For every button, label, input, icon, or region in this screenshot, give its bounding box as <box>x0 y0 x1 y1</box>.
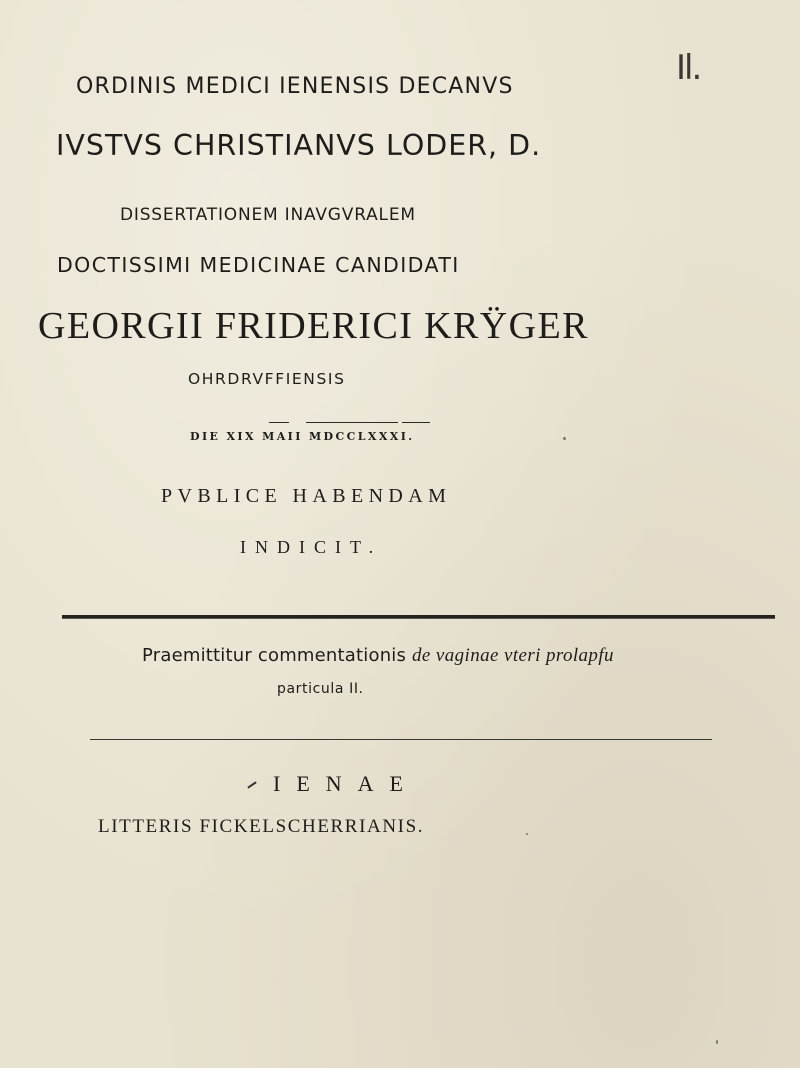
date-line: DIE XIX MAII MDCCLXXXI. <box>190 430 415 443</box>
date-overline-left <box>269 422 289 423</box>
ink-mark <box>247 781 256 788</box>
section-divider-thick <box>62 615 775 618</box>
candidate-name: GEORGII FRIDERICI KRŸGER <box>38 305 589 347</box>
corner-handwritten-mark: Il. <box>676 48 701 88</box>
place-line: IENAE <box>273 771 419 796</box>
date-overline-right <box>402 422 430 423</box>
publice-line: PVBLICE HABENDAM <box>161 485 452 507</box>
paper-speck <box>563 437 566 440</box>
origin-line: OHRDRVFFIENSIS <box>188 370 346 388</box>
candidate-line: DOCTISSIMI MEDICINAE CANDIDATI <box>57 253 460 277</box>
dissertation-line: DISSERTATIONEM INAVGVRALEM <box>120 205 416 225</box>
praemittitur-lead: Praemittitur commentationis <box>142 645 407 666</box>
indicit-line: INDICIT. <box>240 537 383 557</box>
paper-speck <box>526 833 528 835</box>
section-divider-thin <box>90 739 712 740</box>
paper-speck <box>716 1040 718 1044</box>
praemittitur-line <box>142 645 614 667</box>
decanus-line: ORDINIS MEDICI IENENSIS DECANVS <box>76 74 514 99</box>
date-overline-middle <box>306 422 398 423</box>
dean-name: IVSTVS CHRISTIANVS LODER, D. <box>56 129 542 162</box>
commentation-title: de vaginae vteri prolapfu <box>412 645 614 666</box>
particula-line: particula II. <box>277 681 364 697</box>
printer-line: LITTERIS FICKELSCHERRIANIS. <box>98 816 425 837</box>
